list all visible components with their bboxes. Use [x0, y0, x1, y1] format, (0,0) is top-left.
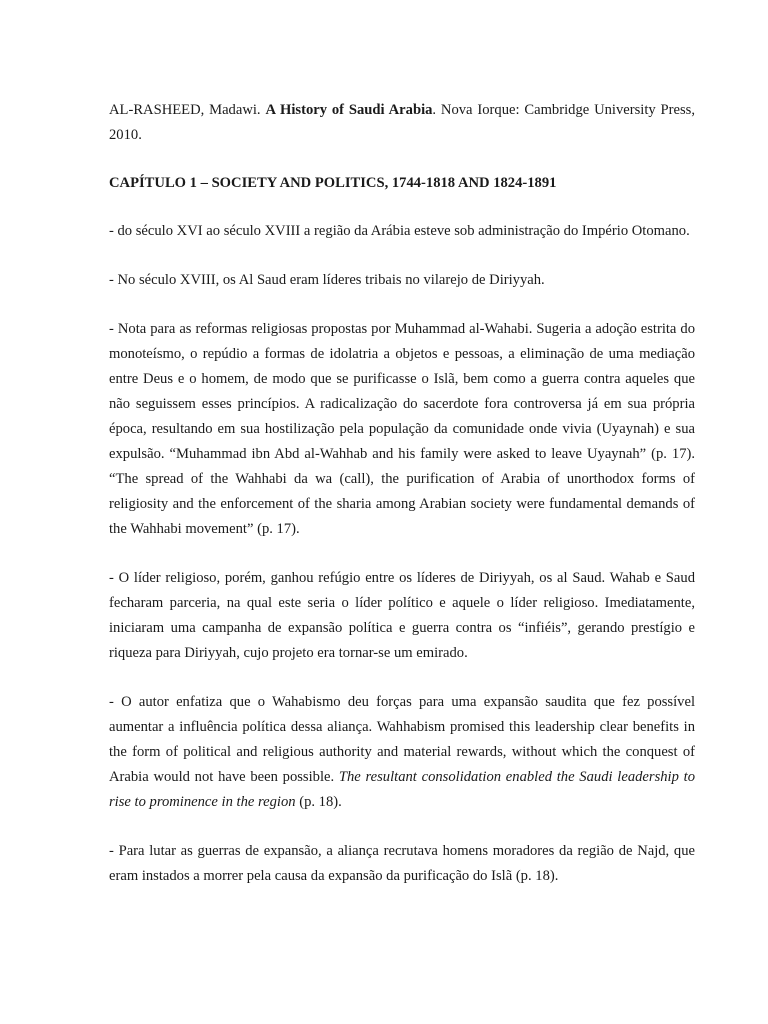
paragraph-wahabism-expansion	[109, 690, 695, 815]
paragraph-ottoman: - do século XVI ao século XVIII a região da Arábia esteve sob administração do Império Otomano.	[109, 223, 690, 239]
citation-publisher: . Nova Iorque: Cambridge University Press, 2010.	[109, 102, 695, 143]
paragraph-najd-recruits: - Para lutar as guerras de expansão, a aliança recrutava homens moradores da região de Najd, que eram instados a morrer pela causa da expansão da purificação do Islã (p. 18).	[109, 843, 695, 884]
paragraph-al-saud: - No século XVIII, os Al Saud eram líderes tribais no vilarejo de Diriyyah.	[109, 272, 545, 288]
citation-author: AL-RASHEED, Madawi.	[109, 102, 266, 118]
paragraph-wahabism-quote: The resultant consolidation enabled the Saudi leadership to rise to prominence in the region	[109, 769, 695, 810]
paragraph-wahabi-reforms: - Nota para as reformas religiosas propostas por Muhammad al-Wahabi. Sugeria a adoção estrita do monoteísmo, o repúdio a formas de idolatria a objetos e pessoas, a eliminação de uma mediação entre Deus e o homem, de modo que se purificasse o Islã, bem como a guerra contra aqueles que não seguissem esses princípios. A radicalização do sacerdote fora controversa já em sua própria época, resultando em sua hostilização pela população da comunidade onde vivia (Uyaynah) e sua expulsão. “Muhammad ibn Abd al-Wahhab and his family were asked to leave Uyaynah” (p. 17). “The spread of the Wahhabi da wa (call), the purification of Arabia of unorthodox forms of religiosity and the enforcement of the sharia among Arabian society were fundamental demands of the Wahhabi movement” (p. 17).	[109, 321, 695, 537]
chapter-heading: CAPÍTULO 1 – SOCIETY AND POLITICS, 1744-1818 AND 1824-1891	[109, 175, 557, 191]
citation-title: A History of Saudi Arabia	[265, 102, 433, 118]
paragraph-wahabism-page-ref: (p. 18).	[295, 794, 342, 810]
document-page	[109, 98, 695, 913]
bibliographic-citation	[109, 98, 695, 148]
paragraph-wahabism-text: - O autor enfatiza que o Wahabismo deu forças para uma expansão saudita que fez possível aumentar a influência política dessa aliança. Wahhabism promised this leadership clear benefits in the form of political and religious authority and material rewards, without which the conquest of Arabia would not have been possible.	[109, 694, 695, 785]
paragraph-alliance: - O líder religioso, porém, ganhou refúgio entre os líderes de Diriyyah, os al Saud. Wahab e Saud fecharam parceria, na qual este seria o líder político e aquele o líder religioso. Imediatamente, iniciaram uma campanha de expansão política e guerra contra os “infiéis”, gerando prestígio e riqueza para Diriyyah, cujo projeto era tornar-se um emirado.	[109, 570, 695, 661]
